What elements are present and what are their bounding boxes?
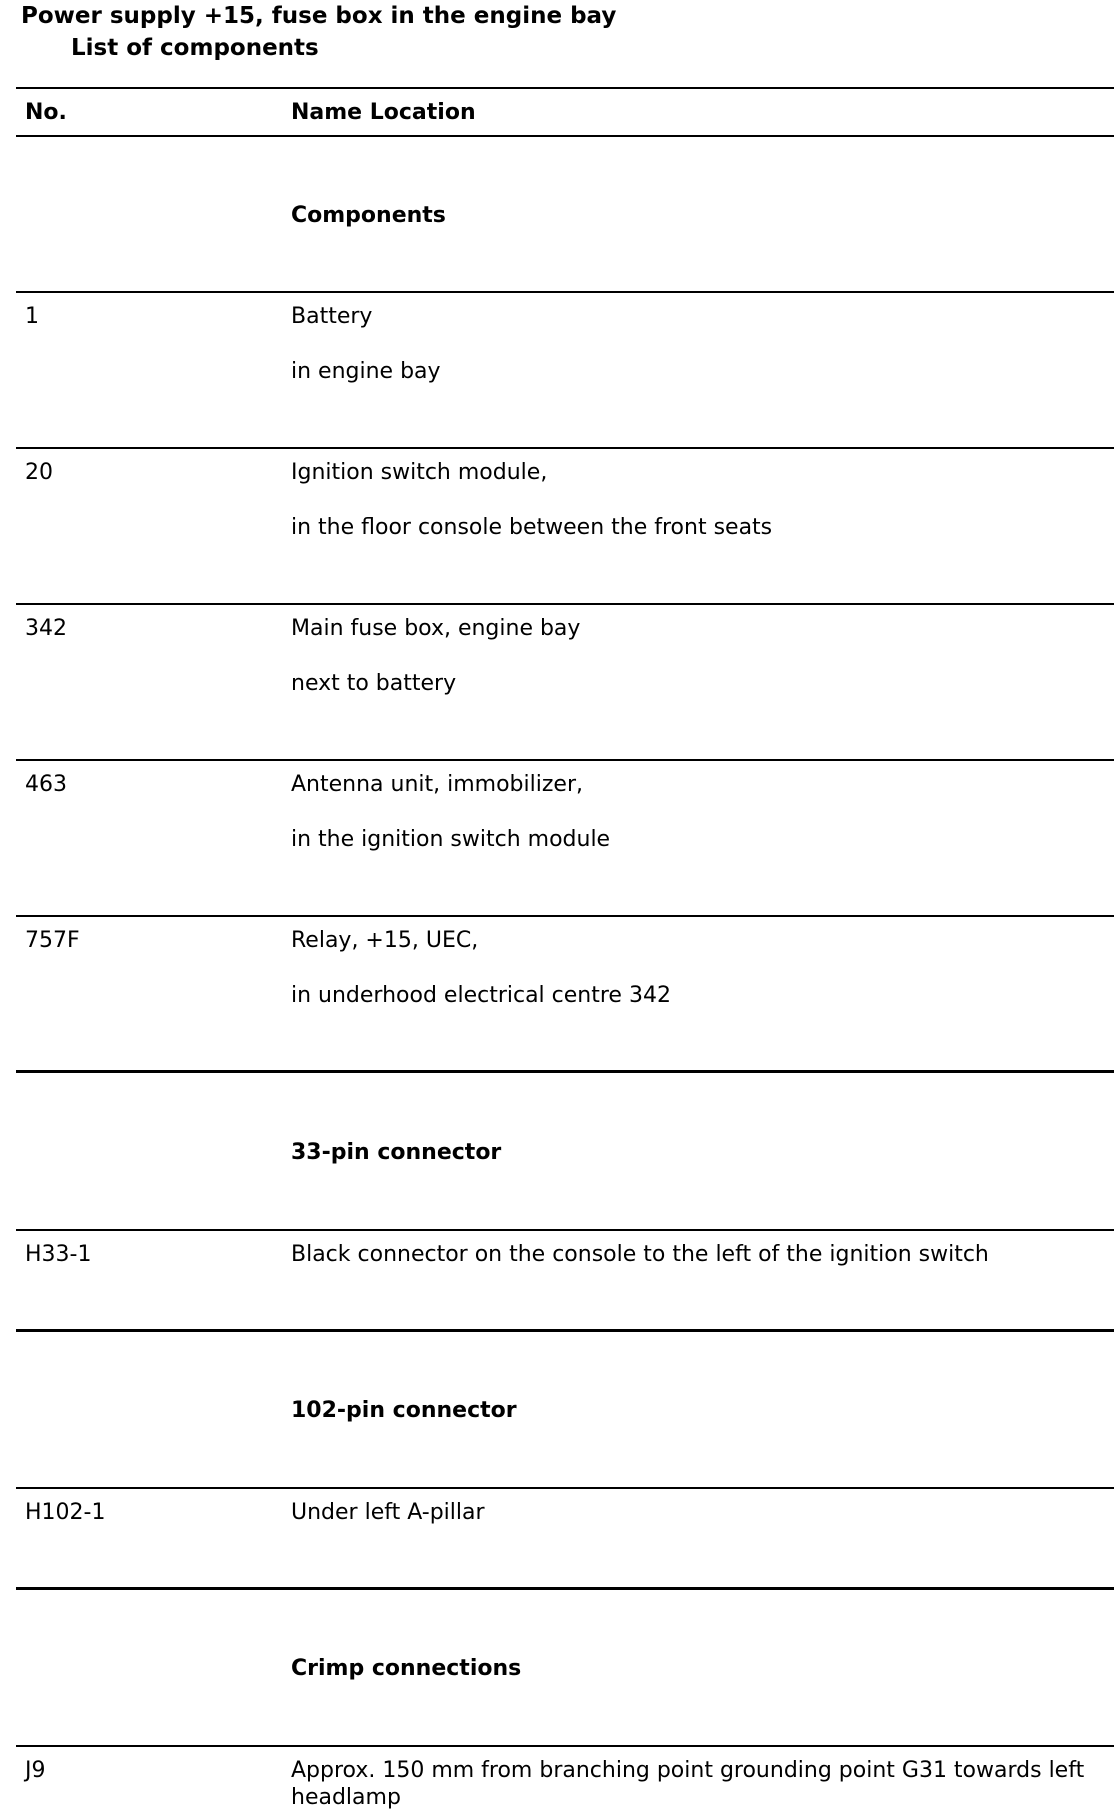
row-divider <box>16 1745 1114 1747</box>
row-h33-1-no: H33-1 <box>25 1242 92 1267</box>
section-divider <box>16 1587 1114 1590</box>
row-342-no: 342 <box>25 616 67 641</box>
header-name-location: Name Location <box>291 100 476 125</box>
section-heading-components: Components <box>291 203 446 228</box>
row-463-name: Antenna unit, immobilizer, <box>291 772 583 797</box>
section-divider <box>16 1329 1114 1332</box>
row-20-location: in the floor console between the front seats <box>291 515 773 540</box>
row-1-no: 1 <box>25 304 39 329</box>
row-divider <box>16 1487 1114 1489</box>
row-h102-1-name: Under left A-pillar <box>291 1500 485 1525</box>
header-bottom-rule <box>16 135 1114 137</box>
row-1-location: in engine bay <box>291 359 441 384</box>
row-342-location: next to battery <box>291 671 457 696</box>
document-title: Power supply +15, fuse box in the engine bay <box>21 3 617 29</box>
row-divider <box>16 603 1114 605</box>
row-divider <box>16 447 1114 449</box>
row-divider <box>16 1229 1114 1231</box>
header-no: No. <box>25 100 67 125</box>
row-757f-no: 757F <box>25 928 80 953</box>
section-heading-33-pin-connector: 33-pin connector <box>291 1140 502 1165</box>
row-divider <box>16 759 1114 761</box>
row-757f-name: Relay, +15, UEC, <box>291 928 479 953</box>
row-463-no: 463 <box>25 772 67 797</box>
document-subtitle: List of components <box>71 35 319 61</box>
row-20-name: Ignition switch module, <box>291 460 548 485</box>
section-heading-crimp-connections: Crimp connections <box>291 1656 522 1681</box>
row-342-name: Main fuse box, engine bay <box>291 616 581 641</box>
section-divider <box>16 1070 1114 1073</box>
row-h33-1-name: Black connector on the console to the left of the ignition switch <box>291 1242 989 1267</box>
row-20-no: 20 <box>25 460 53 485</box>
row-j9-no: J9 <box>25 1758 46 1783</box>
row-757f-location: in underhood electrical centre 342 <box>291 983 671 1008</box>
header-top-rule <box>16 87 1114 89</box>
row-j9-name: Approx. 150 mm from branching point grounding point G31 towards left headlamp <box>291 1758 1085 1810</box>
row-divider <box>16 915 1114 917</box>
row-h102-1-no: H102-1 <box>25 1500 106 1525</box>
row-463-location: in the ignition switch module <box>291 827 611 852</box>
row-divider <box>16 291 1114 293</box>
section-heading-102-pin-connector: 102-pin connector <box>291 1398 517 1423</box>
row-1-name: Battery <box>291 304 373 329</box>
